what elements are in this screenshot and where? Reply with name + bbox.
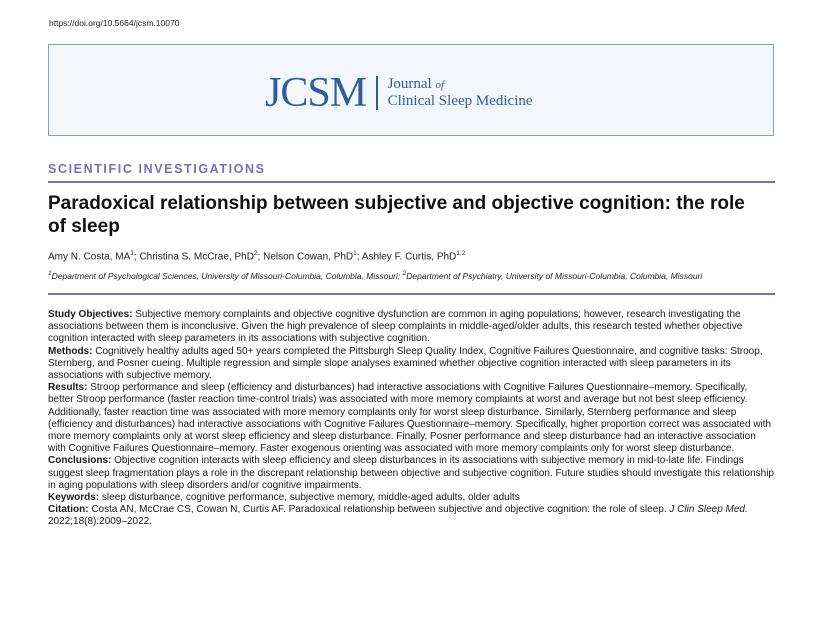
article-title: Paradoxical relationship between subjective and objective cognition: the role of sleep (48, 193, 745, 237)
logo-divider (376, 76, 378, 110)
conclusions-label: Conclusions: (48, 455, 112, 467)
abstract-keywords (48, 492, 775, 504)
journal-logo (265, 70, 533, 116)
author-affiliation-mark: 1 (353, 250, 357, 257)
journal-name (388, 76, 533, 111)
author-list (48, 250, 465, 262)
author-affiliation-mark: 2 (253, 250, 258, 257)
results-label: Results: (48, 382, 88, 394)
abstract-methods (48, 346, 775, 383)
author-name: Christina S. McCrae, PhD (139, 251, 254, 263)
conclusions-text: Objective cognition interacts with sleep efficiency and sleep disturbances in its associations with subjective memory in mid-to-late life. Findings suggest sleep fragmentation plays a role in the discrepant relationship between objective and subjective cognition. Future studies should investigate this relationship in aging populations with sleep disorders and/or cognitive impairments. (48, 455, 774, 491)
author-affiliation-mark: 1 (130, 250, 134, 257)
abstract-objectives (48, 309, 775, 346)
citation-reference: 2022;18(8):2009–2022. (48, 516, 152, 528)
affiliation-mark: 2 (402, 270, 407, 277)
journal-name-of: of (435, 78, 445, 91)
doi-link[interactable]: https://doi.org/10.5664/jcsm.10070 (49, 18, 180, 28)
methods-label: Methods: (48, 345, 93, 357)
objectives-label: Study Objectives: (48, 309, 133, 320)
journal-name-line2: Clinical Sleep Medicine (387, 93, 533, 109)
author-name: Ashley F. Curtis, PhD (361, 251, 457, 263)
keywords-label: Keywords: (48, 492, 100, 504)
citation-journal: J Clin Sleep Med. (669, 504, 748, 516)
citation-label: Citation: (48, 504, 89, 516)
author-name: Nelson Cowan, PhD (263, 251, 354, 263)
author-separator: ; (257, 251, 264, 263)
affiliation-text: Department of Psychiatry, University of Missouri-Columbia, Columbia, Missouri (406, 270, 703, 281)
author-separator: ; (356, 251, 362, 263)
citation-text: Costa AN, McCrae CS, Cowan N, Curtis AF. Paradoxical relationship between subjective and objective cognition: the role of sleep. (91, 504, 670, 516)
author-name: Amy N. Costa, MA (48, 251, 131, 263)
abstract-conclusions (48, 455, 775, 492)
abstract-citation (48, 504, 775, 528)
header-rule (48, 293, 775, 295)
section-rule (48, 181, 775, 183)
logo-mark: JCSM (265, 70, 367, 116)
objectives-text: Subjective memory complaints and objective cognitive dysfunction are common in aging populations; however, research investigating the associations between them is inconclusive. Given the high prevalence of sleep complaints in middle-aged/older adults, this research tested whether objective cognition interacted with sleep parameters in its associations with subjective cognition. (48, 309, 743, 345)
methods-text: Cognitively healthy adults aged 50+ years completed the Pittsburgh Sleep Quality Index, Cognitive Failures Questionnaire, and cognitive tasks: Stroop, Sternberg, and Posner cueing. Multiple regression and simple slope analyses examined whether objective cognition interacted with sleep parameters in its associations with subjective memory. (48, 345, 763, 382)
abstract-results (48, 382, 775, 455)
author-affiliation-mark: 1,2 (456, 250, 466, 257)
section-label: SCIENTIFIC INVESTIGATIONS (48, 162, 266, 176)
affiliation-mark: 1 (48, 270, 52, 277)
abstract (48, 309, 775, 529)
author-separator: ; (133, 251, 140, 263)
journal-name-line1: Journal (387, 75, 432, 92)
journal-banner (48, 44, 774, 136)
affiliations (48, 270, 702, 281)
keywords-text: sleep disturbance, cognitive performance, subjective memory, middle-aged adults, older adults (101, 492, 520, 504)
results-text: Stroop performance and sleep (efficiency and disturbances) had interactive associations with Cognitive Failures Questionnaire–memory. Specifically, better Stroop performance (faster reaction time-control trials) was associated with more memory complaints at worst and average but not best sleep efficiency. Additionally, faster reaction time was associated with more memory complaints only for worst sleep disturbance. Similarly, Sternberg performance and sleep (efficiency and disturbances) had interactive associations with Cognitive Failures Questionnaire–memory. Specifically, higher proportion correct was associated with more memory complaints only at worst sleep efficiency and sleep disturbance. Finally, Posner performance and sleep disturbance had an interactive association with Cognitive Failures Questionnaire–memory. Faster exogenous orienting was associated with more memory complaints only for worst sleep disturbance. (48, 382, 772, 455)
affiliation-text: Department of Psychological Sciences, University of Missouri-Columbia, Columbia, Missouri; (51, 270, 403, 281)
